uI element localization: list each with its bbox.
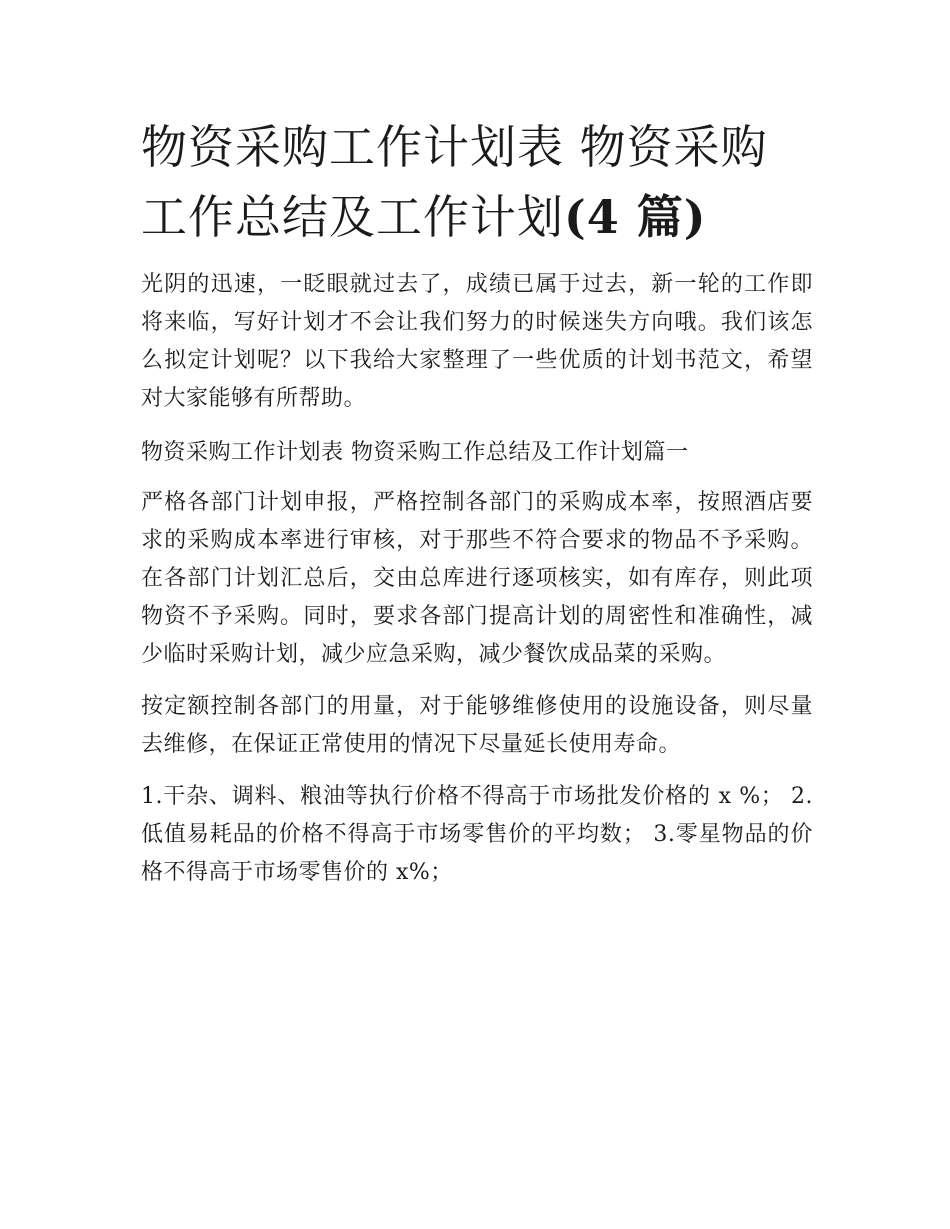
document-page — [141, 112, 813, 892]
document-title — [141, 112, 813, 252]
document-title-text: 物资采购工作计划表 物资采购工作总结及工作计划 — [141, 120, 768, 244]
body-paragraph: 按定额控制各部门的用量，对于能够维修使用的设施设备，则尽量去维修，在保证正常使用的情况下尽量延长使用寿命。 — [141, 694, 813, 757]
intro-paragraph: 光阴的迅速，一眨眼就过去了，成绩已属于过去，新一轮的工作即将来临，写好计划才不会让我们努力的时候迷失方向哦。我们该怎么拟定计划呢？以下我给大家整理了一些优质的计划书范文，希望对大家能够有所帮助。 — [141, 272, 813, 411]
section-heading: 物资采购工作计划表 物资采购工作总结及工作计划篇一 — [141, 440, 689, 465]
body-paragraph: 严格各部门计划申报，严格控制各部门的采购成本率，按照酒店要求的采购成本率进行审核，对于那些不符合要求的物品不予采购。在各部门计划汇总后，交由总库进行逐项核实，如有库存，则此项物资不予采购。同时，要求各部门提高计划的周密性和准确性，减少临时采购计划，减少应急采购，减少餐饮成品菜的采购。 — [141, 490, 813, 667]
document-title-count: (4 篇) — [564, 190, 707, 244]
body-paragraph: 1.干杂、调料、粮油等执行价格不得高于市场批发价格的 x %； 2.低值易耗品的价格不得高于市场零售价的平均数； 3.零星物品的价格不得高于市场零售价的 x%； — [141, 784, 813, 885]
